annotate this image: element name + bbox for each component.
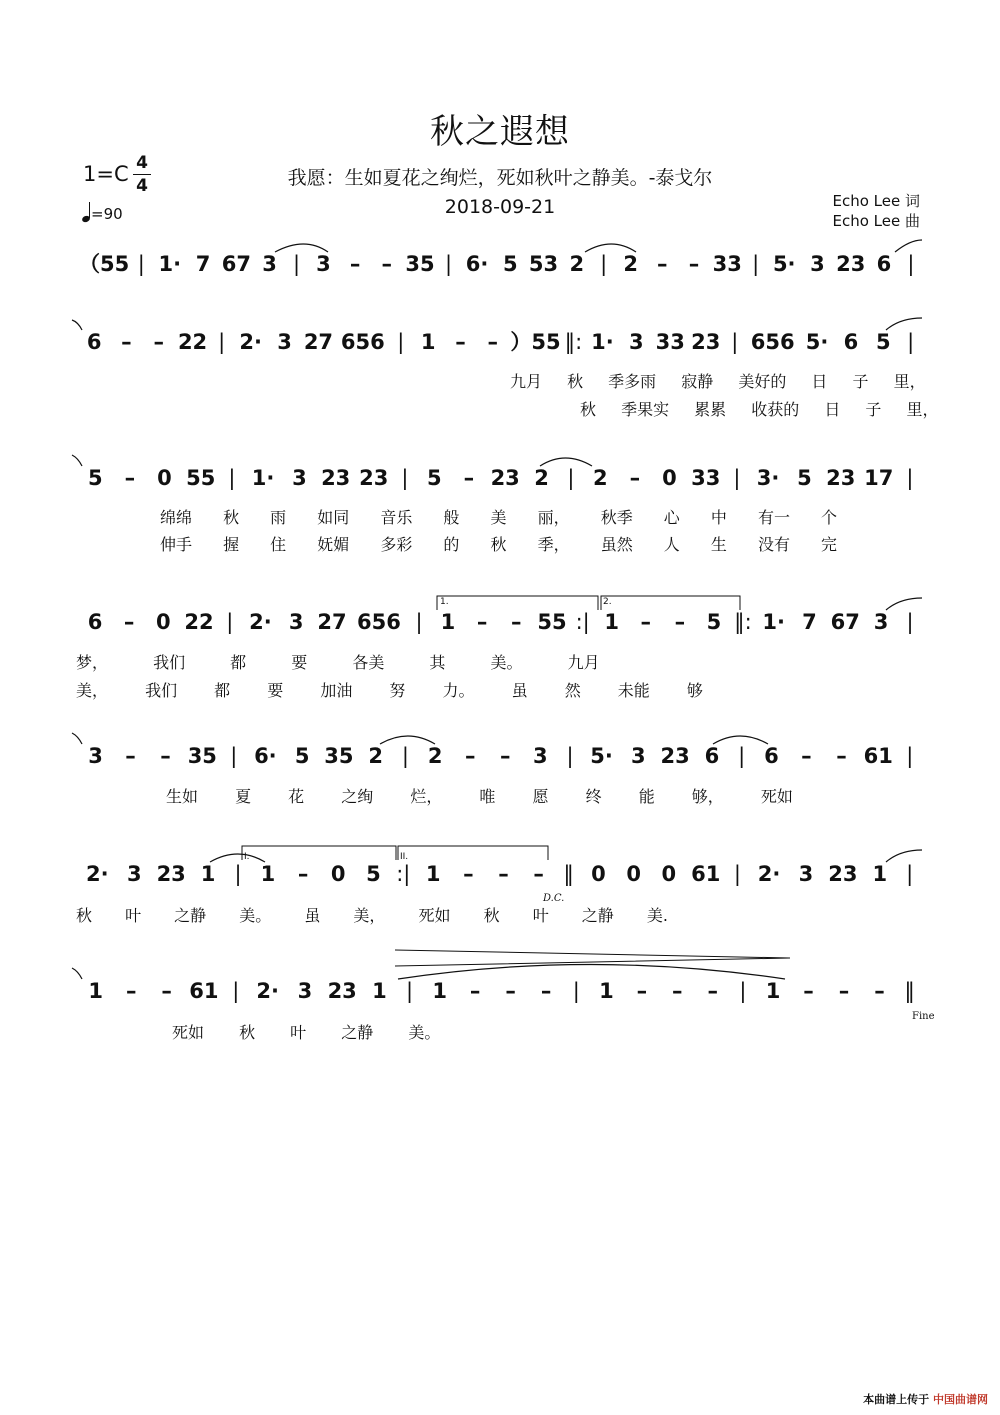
time-bottom: 4 [136, 176, 148, 196]
note-group: – [540, 979, 552, 1003]
barline: :| [396, 862, 411, 886]
note-group: 27 [303, 330, 334, 354]
note-group: 1· [591, 330, 614, 354]
note-group: 2· [256, 979, 280, 1003]
tempo-value: =90 [91, 205, 123, 223]
barline: | [397, 330, 405, 354]
note-group: – [505, 979, 516, 1003]
lyric-line: 死如 秋 叶 之静 美。 [172, 1023, 441, 1042]
note-group: 55 [186, 466, 216, 490]
lyric-line: 美， 我们 都 要 加油 努 力。 虽 然 未能 够 [76, 681, 703, 700]
barline: | [444, 252, 453, 276]
barline: | [733, 862, 741, 886]
note-group: – [160, 744, 171, 768]
note-group: 61 [691, 862, 721, 886]
note-group: – [838, 979, 850, 1003]
note-group: – [381, 252, 393, 276]
note-group: 0 [626, 862, 641, 886]
barline: | [907, 252, 915, 276]
footer-credit [863, 1391, 988, 1407]
barline: | [230, 744, 238, 768]
note-group: 61 [863, 744, 893, 768]
barline: | [600, 252, 608, 276]
barline: ‖: [564, 330, 583, 354]
note-group: 5 [502, 252, 518, 276]
barline: | [234, 862, 242, 886]
note-group: 7 [195, 252, 211, 276]
note-group: 55 [537, 610, 567, 634]
lyric-line: 秋 季果实 累累 收获的 日 子 里， [580, 400, 939, 419]
note-group: 5 [706, 610, 722, 634]
note-group: 67 [830, 610, 860, 634]
note-group: 33 [712, 252, 742, 276]
note-group: 5· [772, 252, 796, 276]
note-group: 6 [86, 330, 102, 354]
note-group: 1 [440, 610, 456, 634]
note-group: – [297, 862, 309, 886]
note-group: 3 [88, 744, 103, 768]
note-group: 2· [249, 610, 272, 634]
note-group: 6 [764, 744, 779, 768]
note-group: – [500, 744, 511, 768]
note-group: 6· [254, 744, 277, 768]
barline: | [406, 979, 414, 1003]
note-group: 5· [805, 330, 829, 354]
note-group: 656 [340, 330, 385, 354]
note-group: 5 [87, 466, 103, 490]
lyric-line: 绵绵 秋 雨 如同 音乐 般 美 丽， 秋季 心 中 有一 个 [160, 508, 838, 527]
barline: | [739, 979, 747, 1003]
note-group: 33 [691, 466, 721, 490]
note-group: 5 [366, 862, 381, 886]
note-group: 33 [655, 330, 685, 354]
note-group: 1· [762, 610, 785, 634]
barline: | [906, 466, 914, 490]
note-group: – [657, 252, 668, 276]
note-group: 6 [87, 610, 103, 634]
note-group: 3 [532, 744, 548, 768]
note-group: – [125, 979, 137, 1003]
lyric-line: 生如 夏 花 之绚 烂， 唯 愿 终 能 够， 死如 [166, 787, 793, 806]
note-group: 1 [425, 862, 441, 886]
note-group: 35 [324, 744, 354, 768]
note-group: 6· [465, 252, 489, 276]
barline: | [401, 744, 409, 768]
note-group: 6 [876, 252, 892, 276]
note-group: – [836, 744, 847, 768]
note-group: – [161, 979, 172, 1003]
note-group: – [636, 979, 648, 1003]
note-group: – [463, 466, 475, 490]
note-group: – [640, 610, 652, 634]
barline: | [228, 466, 236, 490]
note-group: – [153, 330, 164, 354]
note-group: 0 [591, 862, 606, 886]
note-group: 5 [875, 330, 891, 354]
note-group: 3 [277, 330, 292, 354]
note-group: 3 [810, 252, 825, 276]
note-group: 3 [629, 330, 644, 354]
note-group: 5 [797, 466, 812, 490]
note-group: 5 [426, 466, 442, 490]
note-group: 23 [156, 862, 186, 886]
volta-2b-label: II. [400, 852, 409, 862]
barline: | [906, 744, 914, 768]
note-group: 2 [592, 466, 608, 490]
note-group: 1· [158, 252, 182, 276]
note-group: 27 [317, 610, 347, 634]
notation-line [0, 862, 1000, 902]
note-group: – [672, 979, 683, 1003]
note-group: 0 [155, 610, 171, 634]
note-group: – [510, 610, 522, 634]
notation-line [0, 252, 1000, 292]
lyric-line: 梦， 我们 都 要 各美 其 美。 九月 [76, 653, 600, 672]
note-group: 3 [316, 252, 331, 276]
site-logo[interactable]: 中国曲谱网 [933, 1393, 988, 1406]
note-group: 23 [828, 862, 858, 886]
note-group: – [469, 979, 481, 1003]
note-group: 23 [321, 466, 351, 490]
lyric-line: 伸手 握 住 妩媚 多彩 的 秋 季， 虽然 人 生 没有 完 [160, 535, 838, 554]
note-group: 23 [826, 466, 856, 490]
note-group: 1· [251, 466, 275, 490]
note-group: – [707, 979, 719, 1003]
note-group: – [476, 610, 488, 634]
note-group: 1 [88, 979, 104, 1003]
note-group: 0 [157, 466, 172, 490]
note-group: 656 [357, 610, 401, 634]
note-group: 1 [872, 862, 888, 886]
note-group: 1 [420, 330, 436, 354]
note-group: 1 [604, 610, 619, 634]
note-group: – [629, 466, 641, 490]
note-group: – [674, 610, 686, 634]
note-group: 3 [631, 744, 646, 768]
notation-line [0, 744, 1000, 784]
barline: | [401, 466, 409, 490]
barline: ‖ [563, 862, 574, 886]
barline: | [137, 252, 145, 276]
barline: | [907, 330, 915, 354]
notation-line [0, 979, 1000, 1019]
song-title: 秋之遐想 [430, 112, 570, 152]
note-group: – [487, 330, 498, 354]
note-group: （55 [79, 252, 130, 276]
notation-line [0, 466, 1000, 506]
barline: | [218, 330, 226, 354]
note-group: 23 [359, 466, 389, 490]
note-group: 17 [864, 466, 894, 490]
note-group: 23 [691, 330, 721, 354]
note-group: 5· [590, 744, 613, 768]
note-group: 1 [432, 979, 448, 1003]
note-group: 3 [126, 862, 142, 886]
note-group: 23 [327, 979, 357, 1003]
note-group: 2 [623, 252, 638, 276]
note-group: – [121, 330, 132, 354]
note-group: 22 [177, 330, 208, 354]
note-group: 3· [756, 466, 780, 490]
note-group: 35 [405, 252, 435, 276]
barline: | [906, 862, 914, 886]
barline: | [906, 610, 914, 634]
note-group: 61 [189, 979, 219, 1003]
note-group: – [874, 979, 885, 1003]
note-group: – [498, 862, 509, 886]
note-group: 3 [297, 979, 313, 1003]
note-group: 2· [757, 862, 781, 886]
note-group: 3 [288, 610, 304, 634]
note-group: 656 [750, 330, 795, 354]
volta-1-label: 1. [440, 597, 449, 607]
note-group: 1 [200, 862, 216, 886]
note-group: 2· [86, 862, 109, 886]
note-group: – [455, 330, 466, 354]
barline: | [738, 744, 746, 768]
note-group: – [533, 862, 544, 886]
barline: | [232, 979, 240, 1003]
note-group: 2 [534, 466, 549, 490]
barline: ‖: [734, 610, 752, 634]
barline: | [733, 466, 741, 490]
note-group: 23 [836, 252, 866, 276]
note-group: 5 [294, 744, 310, 768]
note-group: – [463, 862, 474, 886]
lyricist-credit: Echo Lee 词 [832, 192, 920, 210]
subtitle-quote: 我愿：生如夏花之绚烂，死如秋叶之静美。-泰戈尔 [287, 167, 713, 189]
note-group: – [124, 466, 136, 490]
note-group: 3 [873, 610, 889, 634]
note-group: 0 [330, 862, 346, 886]
notation-line [0, 610, 1000, 650]
note-group: 6 [704, 744, 720, 768]
note-group: 2 [368, 744, 383, 768]
lyric-line: 秋 叶 之静 美。 虽 美， 死如 秋 叶 之静 美. [76, 906, 668, 925]
key-signature: 1=C [83, 162, 129, 186]
note-group: 1 [260, 862, 276, 886]
composer-credit: Echo Lee 曲 [832, 212, 920, 230]
time-top: 4 [136, 153, 148, 173]
note-group: 1 [372, 979, 387, 1003]
note-group: 3 [262, 252, 277, 276]
note-group: 67 [221, 252, 251, 276]
barline: | [731, 330, 739, 354]
note-group: 3 [798, 862, 814, 886]
note-group: 6 [843, 330, 859, 354]
barline: | [292, 252, 301, 276]
note-group: 7 [802, 610, 817, 634]
volta-2-label: 2. [603, 597, 612, 607]
note-group: 1 [599, 979, 614, 1003]
volta-1b-label: I. [244, 852, 250, 862]
note-group: ）55 [510, 330, 561, 354]
note-group: – [349, 252, 361, 276]
note-group: – [688, 252, 700, 276]
fine-mark: Fine [912, 1011, 935, 1022]
barline: | [572, 979, 580, 1003]
note-group: 3 [292, 466, 307, 490]
barline: | [567, 466, 575, 490]
note-group: 1 [765, 979, 781, 1003]
barline: | [752, 252, 760, 276]
note-group: 0 [661, 862, 677, 886]
note-group: 23 [490, 466, 520, 490]
note-group: – [125, 744, 136, 768]
barline: | [566, 744, 574, 768]
note-group: – [801, 744, 812, 768]
barline: | [415, 610, 423, 634]
note-group: – [803, 979, 814, 1003]
note-group: 35 [187, 744, 217, 768]
note-group: 53 [528, 252, 559, 276]
barline: | [226, 610, 234, 634]
lyric-line: 九月 秋 季多雨 寂静 美好的 日 子 里， [510, 372, 926, 391]
note-group: – [123, 610, 135, 634]
note-group: 22 [184, 610, 214, 634]
note-group: 2· [239, 330, 262, 354]
notation-line [0, 330, 1000, 370]
date-line: 2018-09-21 [444, 196, 556, 218]
note-group: – [464, 744, 476, 768]
dc-mark: D.C. [543, 893, 565, 904]
note-group: 0 [662, 466, 677, 490]
footer-upload-text: 本曲谱上传于 [863, 1393, 930, 1406]
note-group: 2 [427, 744, 443, 768]
note-group: 23 [660, 744, 690, 768]
barline: :| [575, 610, 590, 634]
note-group: 2 [569, 252, 585, 276]
barline: ‖ [904, 979, 915, 1003]
